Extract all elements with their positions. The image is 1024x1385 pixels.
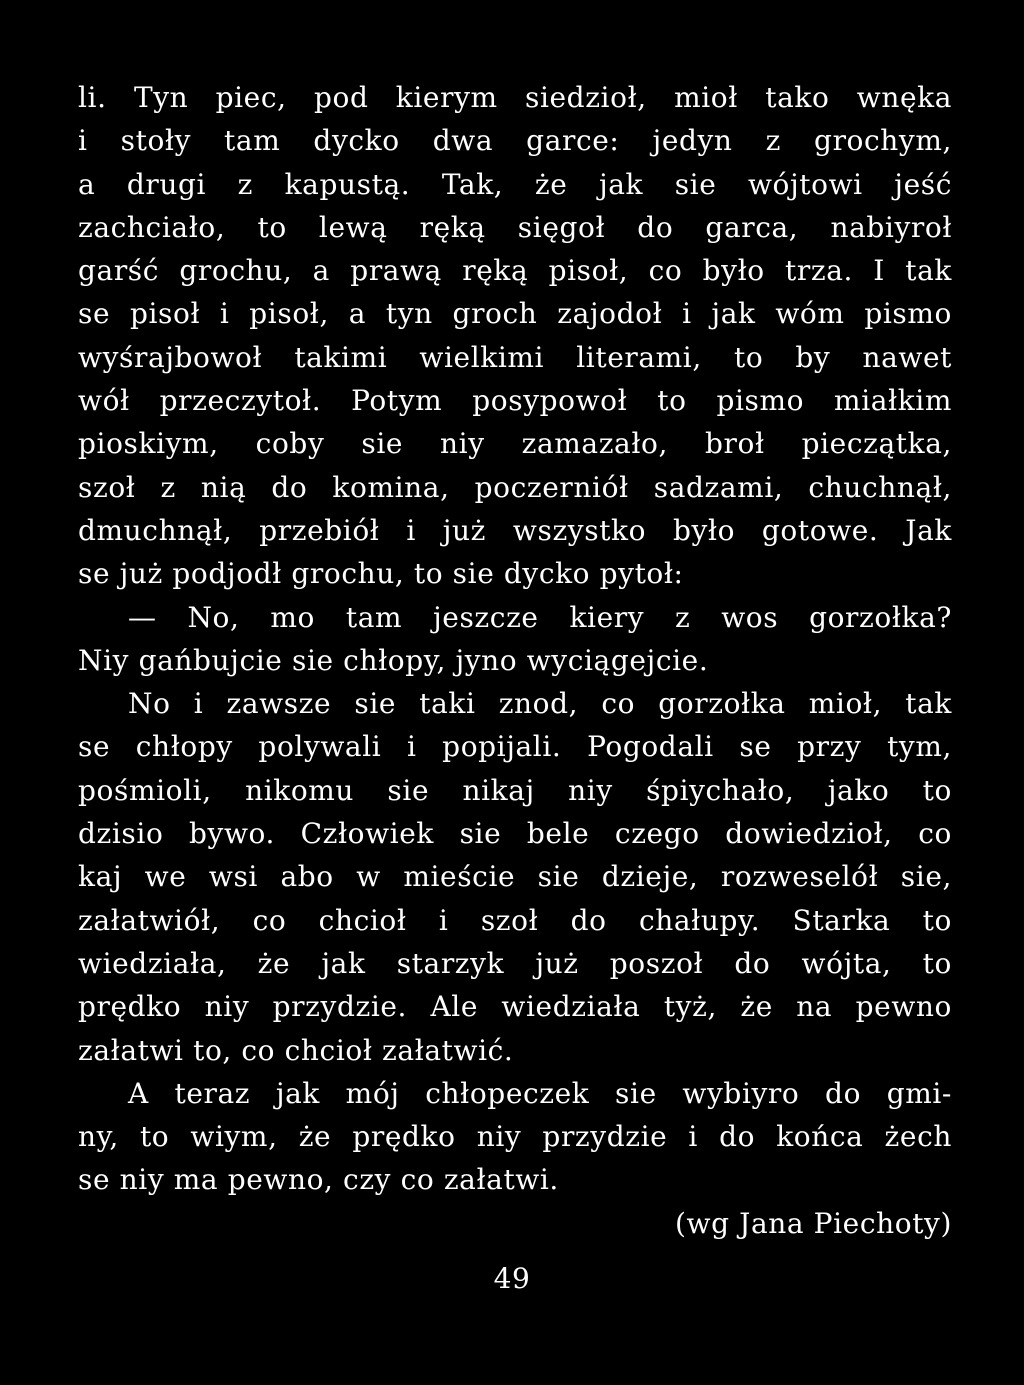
text-line: a drugi z kapustą. Tak, że jak sie wójtowi jeść [78,167,952,201]
text-line: pioskiym, coby sie niy zamazało, broł pieczątka, [78,427,952,461]
text-line: wyśrajbowoł takimi wielkimi literami, to by nawet [78,340,952,374]
text-line: se chłopy polywali i popijali. Pogodali se przy tym, [78,730,952,764]
text-line: wiedziała, że jak starzyk już poszoł do wójta, to [78,946,952,980]
text-line: załatwi to, co chcioł załatwić. [78,1033,514,1067]
text-line: Niy gańbujcie sie chłopy, jyno wyciągejcie. [78,643,709,677]
page-number: 49 [493,1262,531,1295]
text-line: garść grochu, a prawą ręką pisoł, co było trza. I tak [78,254,952,288]
text-line: dzisio bywo. Człowiek sie bele czego dowiedzioł, co [78,817,952,851]
text-line: se niy ma pewno, czy co załatwi. [78,1163,559,1197]
text-line: ny, to wiym, że prędko niy przydzie i do końca żech [78,1120,952,1154]
attribution: (wg Jana Piechoty) [675,1206,952,1240]
dialogue-line: — No, mo tam jeszcze kiery z wos gorzołka? [128,600,952,634]
text-line: dmuchnął, przebiół i już wszystko było gotowe. Jak [78,513,952,547]
text-line: prędko niy przydzie. Ale wiedziała tyż, że na pewno [78,990,952,1024]
text-line: i stoły tam dycko dwa garce: jedyn z grochym, [78,124,952,158]
paragraph-start-line: A teraz jak mój chłopeczek sie wybiyro do gmi- [128,1076,952,1110]
text-page [78,76,952,1245]
text-line: kaj we wsi abo w mieście sie dzieje, rozweselół sie, [78,860,952,894]
text-line: se pisoł i pisoł, a tyn groch zajodoł i jak wóm pismo [78,297,952,331]
text-line: załatwiół, co chcioł i szoł do chałupy. Starka to [78,903,952,937]
text-line: wół przeczytoł. Potym posypowoł to pismo miałkim [78,384,952,418]
text-line: pośmioli, nikomu sie nikaj niy śpiychało, jako to [78,773,952,807]
text-line: li. Tyn piec, pod kierym siedzioł, mioł tako wnęka [78,81,952,114]
text-line: zachciało, to lewą ręką sięgoł do garca, nabiyroł [78,210,952,244]
text-line: szoł z nią do komina, poczerniół sadzami, chuchnął, [78,470,952,504]
text-line: se już podjodł grochu, to sie dycko pytoł: [78,557,684,591]
paragraph-start-line: No i zawsze sie taki znod, co gorzołka mioł, tak [128,687,952,721]
